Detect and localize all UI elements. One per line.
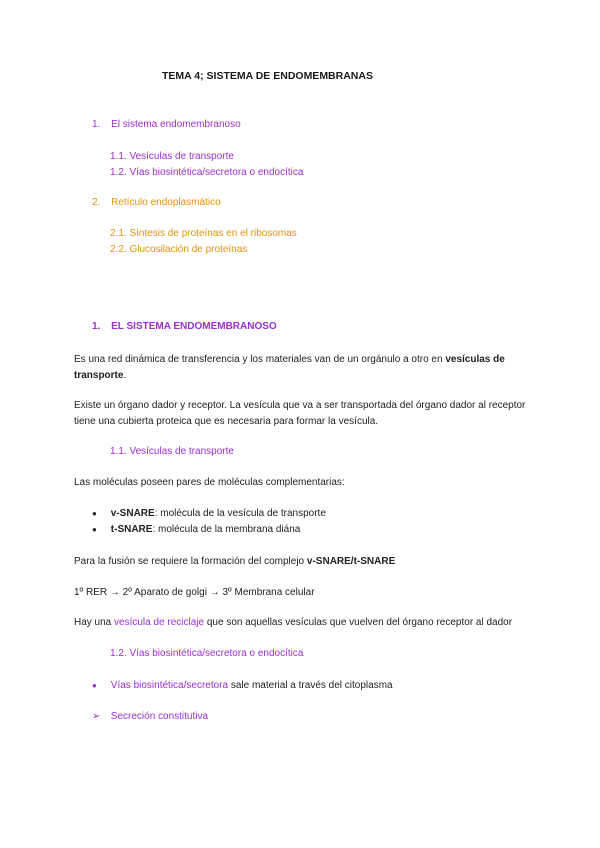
bullet-icon: ●: [92, 509, 97, 518]
bullet-item-2: [92, 524, 300, 535]
bullet-item-1: [92, 508, 326, 519]
bullet-item-3: [92, 680, 393, 691]
toc-item-2-2[interactable]: 2.2. Glucosilación de proteínas: [110, 244, 248, 255]
paragraph-6-end: que son aquellas vesículas que vuelven del órgano receptor al dador: [204, 617, 513, 628]
bullet-3-colored: Vías biosintética/secretora: [110, 680, 229, 691]
paragraph-5: 1º RER → 2º Aparato de golgi → 3º Membrana celular: [74, 587, 315, 598]
subheading-1-2: 1.2. Vías biosintética/secretora o endocítica: [110, 648, 304, 659]
paragraph-6-start: Hay una: [74, 617, 115, 628]
arrow-item: [92, 711, 208, 722]
paragraph-4-bold: v-SNARE/t-SNARE: [306, 556, 396, 567]
toc-item-1[interactable]: [92, 119, 241, 130]
paragraph-1-end: .: [123, 370, 127, 381]
subheading-1-1: 1.1. Vesículas de transporte: [110, 446, 234, 457]
bullet-icon: ●: [92, 681, 97, 690]
bullet-icon: ●: [92, 525, 97, 534]
bullet-2-bold: t-SNARE: [110, 524, 153, 535]
paragraph-6: [74, 617, 512, 628]
paragraph-2: Existe un órgano dador y receptor. La vesícula que va a ser transportada del órgano dador al receptor tiene una cubierta proteica que es necesaria para formar la vesícula.: [74, 400, 526, 427]
toc-item-1-num: 1.: [92, 119, 101, 130]
toc-item-2-num: 2.: [92, 197, 101, 208]
arrow-item-label: Secreción constitutiva: [110, 711, 209, 722]
paragraph-1-text: Es una red dinámica de transferencia y los materiales van de un orgánulo a otro en: [74, 354, 446, 365]
toc-item-2[interactable]: [92, 197, 221, 208]
paragraph-3: Las moléculas poseen pares de moléculas complementarias:: [74, 477, 345, 488]
paragraph-4: [74, 556, 395, 567]
arrow-icon: ➢: [92, 711, 101, 722]
toc-item-2-label: Retículo endoplasmático: [111, 197, 221, 208]
paragraph-6-colored: vesícula de reciclaje: [114, 617, 205, 628]
bullet-1-bold: v-SNARE: [110, 508, 155, 519]
toc-item-1-2[interactable]: 1.2. Vías biosintética/secretora o endocítica: [110, 167, 304, 178]
bullet-1-text: : molécula de la vesícula de transporte: [154, 508, 326, 519]
paragraph-4-text: Para la fusión se requiere la formación del complejo: [74, 556, 307, 567]
section-1-num: 1.: [92, 321, 101, 332]
paragraph-1-bold: vesículas de transporte: [74, 354, 505, 381]
page-title: TEMA 4; SISTEMA DE ENDOMEMBRANAS: [162, 70, 373, 82]
paragraph-1: [74, 352, 534, 384]
section-1-heading: [92, 321, 277, 332]
toc-item-1-1[interactable]: 1.1. Vesículas de transporte: [110, 151, 234, 162]
bullet-2-text: : molécula de la membrana diána: [152, 524, 301, 535]
toc-item-1-label: El sistema endomembranoso: [111, 119, 241, 130]
section-1-title: EL SISTEMA ENDOMEMBRANOSO: [111, 321, 277, 332]
toc-item-2-1[interactable]: 2.1. Síntesis de proteínas en el ribosomas: [110, 228, 297, 239]
bullet-3-text: sale material a través del citoplasma: [228, 680, 393, 691]
